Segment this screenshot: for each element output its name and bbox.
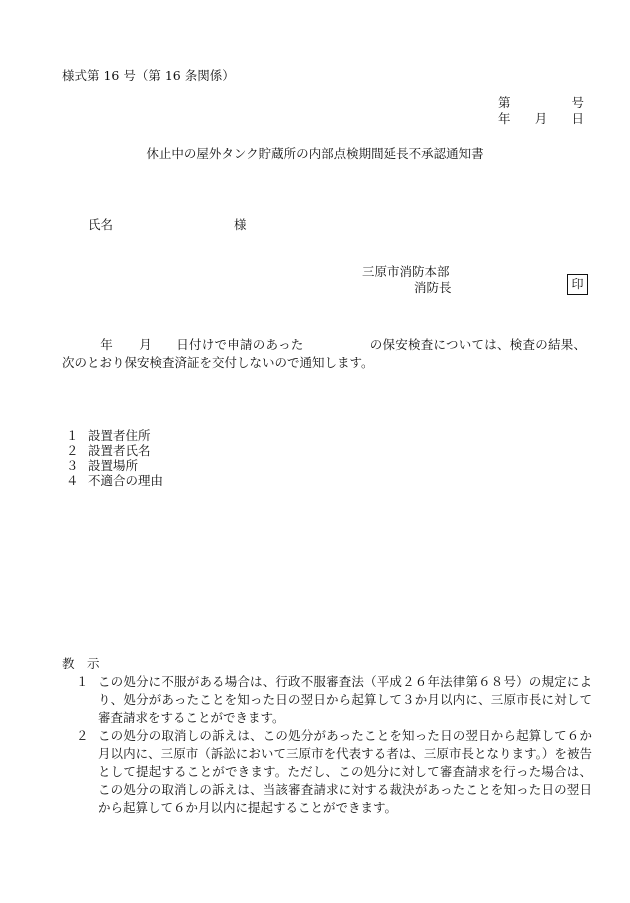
body-year: 年 [100,337,113,352]
number-suffix: 号 [571,95,584,110]
list-item [66,473,163,488]
item-number: ４ [66,473,79,488]
item-list [66,428,163,488]
item-number: １ [66,428,79,443]
seal-box: 印 [567,274,588,295]
body-text-a: 日付けで申請のあった [176,337,304,352]
note-number: ２ [76,728,89,743]
list-item [66,428,163,443]
item-number: ２ [66,443,79,458]
document-date-row [498,111,584,127]
item-label: 設置場所 [88,458,139,473]
item-number: ３ [66,458,79,473]
item-label: 不適合の理由 [88,473,164,488]
body-text-b: の保安検査については、検査の結果、次のとおり保安検査済証を交付しないので通知します。 [62,337,586,370]
note-text: この処分に不服がある場合は、行政不服審査法（平成２６年法律第６８号）の規定により、処分があったことを知った日の翌日から起算して３か月以内に、三原市長に対して審査請求をすることができます。 [98,674,592,725]
teaching-note [76,673,592,727]
notice-body [62,336,586,372]
date-month: 月 [534,111,548,126]
date-year: 年 [498,111,511,126]
form-number-label: 様式第 16 号（第 16 条関係） [62,68,235,83]
note-text: この処分の取消しの訴えは、この処分があったことを知った日の翌日から起算して６か月以内に、三原市（訴訟において三原市を代表する者は、三原市長となります。）を被告として提起することができます。ただし、この処分に対して審査請求を行った場合は、この処分の取消しの訴えは、当該審査請求に対する裁決があったことを知った日の翌日から起算して６か月以内に提起することができます。 [98,728,592,815]
list-item [66,443,163,458]
item-label: 設置者住所 [88,428,151,443]
body-month: 月 [139,337,152,352]
teaching-section [62,655,592,817]
item-label: 設置者氏名 [88,443,151,458]
number-prefix: 第 [498,95,511,110]
document-number-row [498,95,584,111]
teaching-note [76,727,592,817]
issuer-position: 消防長 [414,280,452,295]
name-label: 氏名 [88,217,114,232]
addressee-line [88,215,247,233]
document-number-block [498,95,584,127]
document-title: 休止中の屋外タンク貯蔵所の内部点検期間延長不承認通知書 [146,146,484,161]
note-number: １ [76,674,89,689]
teaching-heading: 教 示 [62,656,100,671]
date-day: 日 [571,111,584,126]
honorific: 様 [234,217,247,232]
issuer-organization: 三原市消防本部 [362,264,450,279]
list-item [66,458,163,473]
issuer-block [362,262,452,295]
